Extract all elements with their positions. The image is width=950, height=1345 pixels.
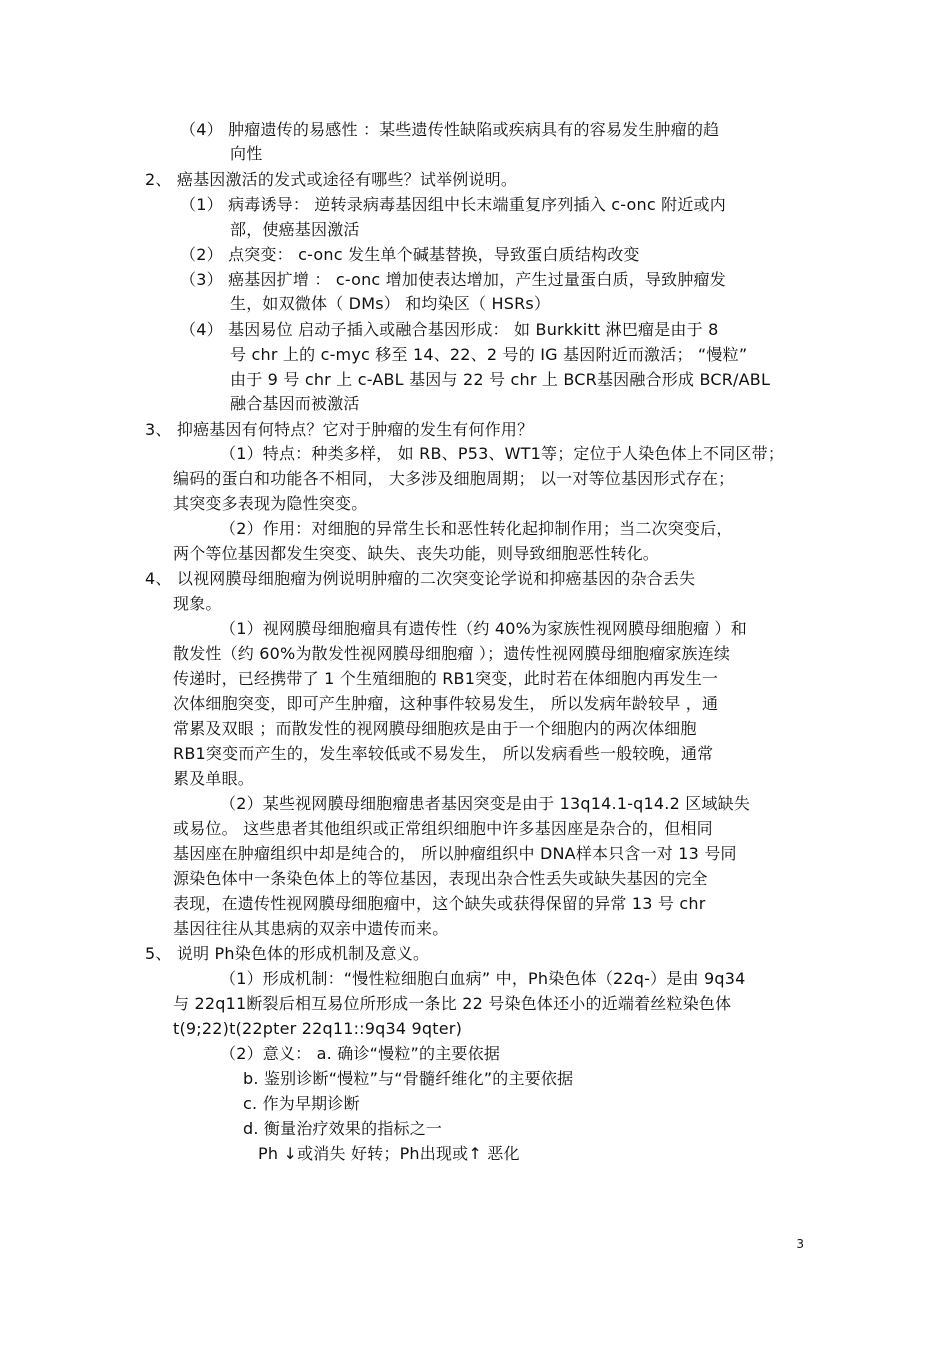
text-line: 或易位。 这些患者其他组织或正常组织细胞中许多基因座是杂合的，但相同 [173,819,713,838]
text-line: 号 chr 上的 c-myc 移至 14、22、2 号的 IG 基因附近而激活； “慢粒” [230,345,748,364]
text-line: 3、 抑癌基因有何特点？它对于肿瘤的发生有何作用？ [145,420,534,439]
text-line: 由于 9 号 chr 上 c-ABL 基因与 22 号 chr 上 BCR基因融合形成 BCR/ABL [230,370,771,389]
text-line: 2、 癌基因激活的发式或途径有哪些？试举例说明。 [145,170,518,189]
text-line: 融合基因而被激活 [230,394,360,413]
text-line: （2） 点突变： c-onc 发生单个碱基替换，导致蛋白质结构改变 [180,245,640,264]
text-line: 基因往往从其患病的双亲中遗传而来。 [173,919,449,938]
text-line: 次体细胞突变，即可产生肿瘤，这种事件较易发生， 所以发病年龄较早 ，通 [173,694,719,713]
text-line: （3） 癌基因扩增 ： c-onc 增加使表达增加，产生过量蛋白质，导致肿瘤发 [180,270,726,289]
text-line: 基因座在肿瘤组织中却是纯合的， 所以肿瘤组织中 DNA样本只含一对 13 号同 [173,844,737,863]
text-line: （2）意义： a. 确诊“慢粒”的主要依据 [220,1044,501,1063]
text-line: 源染色体中一条染色体上的等位基因，表现出杂合性丢失或缺失基因的完全 [173,869,708,888]
text-line: （1） 病毒诱导： 逆转录病毒基因组中长末端重复序列插入 c-onc 附近或内 [180,195,726,214]
text-line: 累及单眼。 [173,769,255,788]
text-line: 4、 以视网膜母细胞瘤为例说明肿瘤的二次突变论学说和抑癌基因的杂合丢失 [145,569,696,588]
text-line: 生，如双微体（ DMs） 和均染区（ HSRs） [230,294,551,313]
text-line: 传递时，已经携带了 1 个生殖细胞的 RB1突变，此时若在体细胞内再发生一 [173,669,719,688]
text-line: c. 作为早期诊断 [243,1094,360,1113]
text-line: 表现，在遗传性视网膜母细胞瘤中，这个缺失或获得保留的异常 13 号 chr [173,894,706,913]
text-line: （2）某些视网膜母细胞瘤患者基因突变是由于 13q14.1-q14.2 区域缺失 [220,794,751,813]
text-line: 现象。 [173,594,222,613]
text-line: 散发性（约 60%为散发性视网膜母细胞瘤 ）；遗传性视网膜母细胞瘤家族连续 [173,644,731,663]
text-line: t(9;22)t(22pter 22q11::9q34 9qter) [173,1019,463,1038]
text-line: （1）特点：种类多样， 如 RB、P53、WT1等；定位于人染色体上不同区带； [220,444,785,463]
text-line: 常累及双眼 ；而散发性的视网膜母细胞疚是由于一个细胞内的两次体细胞 [173,719,697,738]
text-line: 两个等位基因都发生突变、缺失、丧失功能，则导致细胞恶性转化。 [173,544,660,563]
text-line: Ph ↓或消失 好转；Ph出现或↑ 恶化 [258,1144,520,1163]
text-line: （2）作用：对细胞的异常生长和恶性转化起抑制作用；当二次突变后， [220,519,733,538]
text-line: 与 22q11断裂后相互易位所形成一条比 22 号染色体还小的近端着丝粒染色体 [173,994,732,1013]
text-line: 部，使癌基因激活 [230,220,360,239]
text-line: 其突变多表现为隐性突变。 [173,494,368,513]
page-number: 3 [796,1237,804,1251]
text-line: （1）视网膜母细胞瘤具有遗传性（约 40%为家族性视网膜母细胞瘤 ）和 [220,619,747,638]
text-line: b. 鉴别诊断“慢粒”与“骨髓纤维化”的主要依据 [243,1069,574,1088]
text-line: d. 衡量治疗效果的指标之一 [243,1119,443,1138]
text-line: （4） 肿瘤遗传的易感性 ：某些遗传性缺陷或疾病具有的容易发生肿瘤的趋 [180,120,720,139]
text-line: 5、 说明 Ph染色体的形成机制及意义。 [145,944,430,963]
text-line: （4） 基因易位 启动子插入或融合基因形成： 如 Burkkitt 淋巴瘤是由于 8 [180,320,719,339]
text-line: 编码的蛋白和功能各不相同， 大多涉及细胞周期； 以一对等位基因形式存在； [173,469,735,488]
text-line: （1）形成机制：“慢性粒细胞白血病” 中，Ph染色体（22q-）是由 9q34 [220,969,746,988]
text-line: RB1突变而产生的，发生率较低或不易发生， 所以发病看些一般较晚，通常 [173,744,714,763]
text-line: 向性 [230,144,263,163]
